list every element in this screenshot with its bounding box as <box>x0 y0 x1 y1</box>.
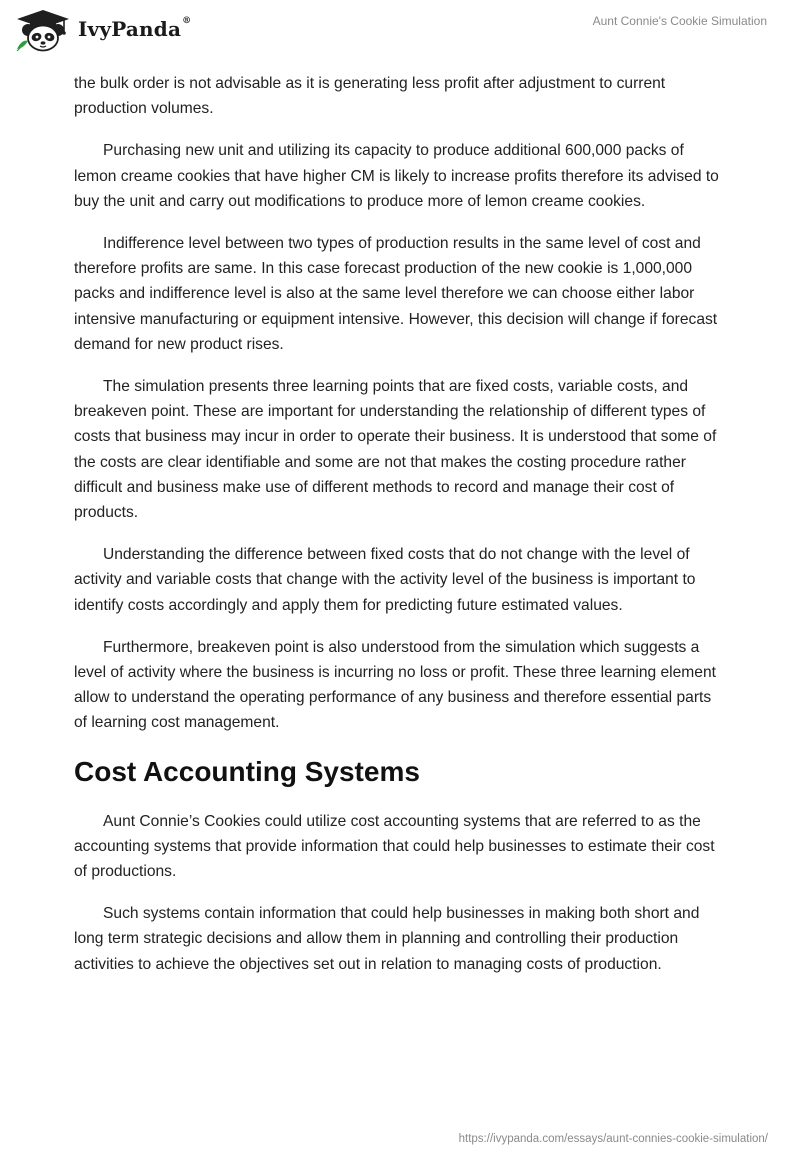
source-url[interactable]: https://ivypanda.com/essays/aunt-connies-cookie-simulation/ <box>458 1133 768 1145</box>
page-header <box>0 0 800 66</box>
paragraph: Indifference level between two types of production results in the same level of cost and therefore profits are same. In this case forecast production of the new cookie is 1,000,000 packs and indifference level is also at the same level therefore we can choose either labor intensive manufacturing or equipment intensive. However, this decision will change if forecast demand for new product rises. <box>74 235 718 353</box>
registered-mark: ® <box>182 16 192 26</box>
ivypanda-logo[interactable] <box>14 8 191 52</box>
paragraph: Purchasing new unit and utilizing its capacity to produce additional 600,000 packs of lemon creame cookies that have higher CM is likely to increase profits therefore its advised to buy the unit and carry out modifications to produce more of lemon creame cookies. <box>74 142 719 210</box>
brand-name <box>78 17 191 41</box>
paragraph: The simulation presents three learning points that are fixed costs, variable costs, and breakeven point. These are important for understanding the relationship of different types of costs that business may incur in order to operate their business. It is understood that some of the costs are clear identifiable and some are not that makes the costing procedure rather difficult and business make use of different methods to record and manage their cost of products. <box>74 378 717 522</box>
paragraph: the bulk order is not advisable as it is generating less profit after adjustment to current production volumes. <box>74 75 666 118</box>
paragraph: Such systems contain information that could help businesses in making both short and long term strategic decisions and allow them in planning and controlling their production activities to achieve the objectives set out in relation to managing costs of production. <box>74 905 700 973</box>
document-title: Aunt Connie's Cookie Simulation <box>592 14 767 28</box>
article-body <box>74 71 722 994</box>
paragraph: Furthermore, breakeven point is also understood from the simulation which suggests a level of activity where the business is incurring no loss or profit. These three learning element allow to understand the operating performance of any business and therefore essential parts of learning cost management. <box>74 638 716 732</box>
paragraph: Aunt Connie’s Cookies could utilize cost accounting systems that are referred to as the accounting systems that provide information that could help businesses to estimate their cost of productions. <box>74 812 715 881</box>
paragraph: Understanding the difference between fixed costs that do not change with the level of activity and variable costs that change with the activity level of the business is important to identify costs accordingly and apply them for predicting future estimated values. <box>74 546 696 614</box>
brand-text: IvyPanda <box>78 17 182 41</box>
panda-graduate-icon <box>14 8 72 52</box>
section-heading: Cost Accounting Systems <box>74 755 420 787</box>
